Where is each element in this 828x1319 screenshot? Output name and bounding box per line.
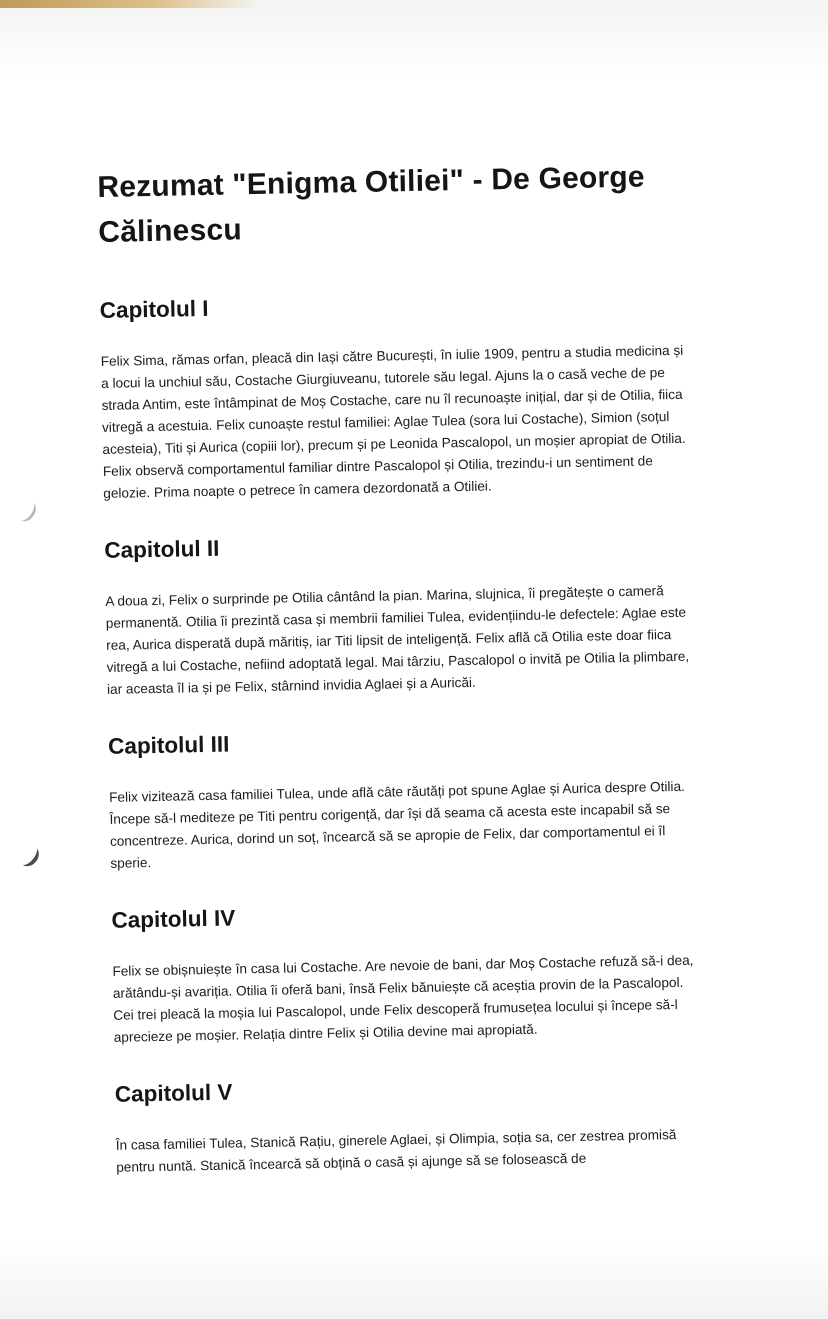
chapter-3 [108,722,701,875]
chapter-5 [115,1070,707,1179]
punch-hole-mark [13,497,40,525]
chapter-4 [111,896,704,1049]
punch-hole-mark [15,842,43,870]
chapter-heading: Capitolul IV [111,905,236,933]
chapter-body: Felix se obișnuiește în casa lui Costache. Are nevoie de bani, dar Moș Costache refuză să-i dea, arătându-și avariția. Otilia îi oferă bani, însă Felix bănuiește că aceștia provin de la Pascalopol. Cei trei pleacă la moșia lui Pascalopol, unde Felix descoperă frumusețea locului și începe să-l aprecieze pe moșier. Relația dintre Felix și Otilia devine mai apropiată. [112,952,694,1045]
document-content [97,154,707,1211]
chapter-1 [100,286,694,505]
document-title: Rezumat "Enigma Otiliei" - De George Călinescu [97,160,646,249]
chapter-body: Felix vizitează casa familiei Tulea, unde află câte răutăți pot spune Aglae și Aurica despre Otilia. Începe să-l mediteze pe Titi pentru corigență, dar își dă seama că acesta este incapabil să se concentreze. Aurica, dorind un soț, încearcă să se apropie de Felix, dar comportamentul ei îl sperie. [108,778,685,871]
chapter-heading: Capitolul II [104,535,220,563]
chapter-heading: Capitolul I [99,295,209,323]
chapter-body: Felix Sima, rămas orfan, pleacă din Iași către București, în iulie 1909, pentru a studia medicina și a locui la unchiul său, Costache Giurgiuveanu, tutorele său legal. Ajuns la o casă veche de pe strada Antim, este întâmpinat de Moș Costache, care nu îl recunoaște inițial, dar și de Otilia, fiica vitregă a acestuia. Felix cunoaște restul familiei: Aglae Tulea (sora lui Costache), Simion (soțul acesteia), Titi și Aurica (copiii lor), precum și pe Leonida Pascalopol, un moșier apropiat de Otilia. Felix observă comportamentul familiar dintre Pascalopol și Otilia, trezindu-i un sentiment de gelozie. Prima noapte o petrece în camera dezordonată a Otiliei. [100,342,686,501]
chapter-2 [104,526,697,701]
chapter-body: A doua zi, Felix o surprinde pe Otilia cântând la pian. Marina, slujnica, îi pregătește o cameră permanentă. Otilia îi prezintă casa și membrii familiei Tulea, evidențiindu-le defectele: Aglae este rea, Aurica disperată după măritiș, iar Titi lipsit de inteligență. Felix află că Otilia este doar fiica vitregă a lui Costache, nefiind adoptată legal. Mai târziu, Pascalopol o invită pe Otilia la plimbare, iar aceasta îl ia și pe Felix, stârnind invidia Aglaei și a Auricăi. [105,583,690,697]
chapter-body: În casa familiei Tulea, Stanică Rațiu, ginerele Aglaei, și Olimpia, soția sa, cer zestrea promisă pentru nuntă. Stanică încearcă să obțină o casă și ajunge să se folosească de [115,1127,677,1175]
paper-edge-shadow [0,0,260,8]
chapter-heading: Capitolul V [114,1079,233,1107]
chapter-heading: Capitolul III [107,731,230,759]
